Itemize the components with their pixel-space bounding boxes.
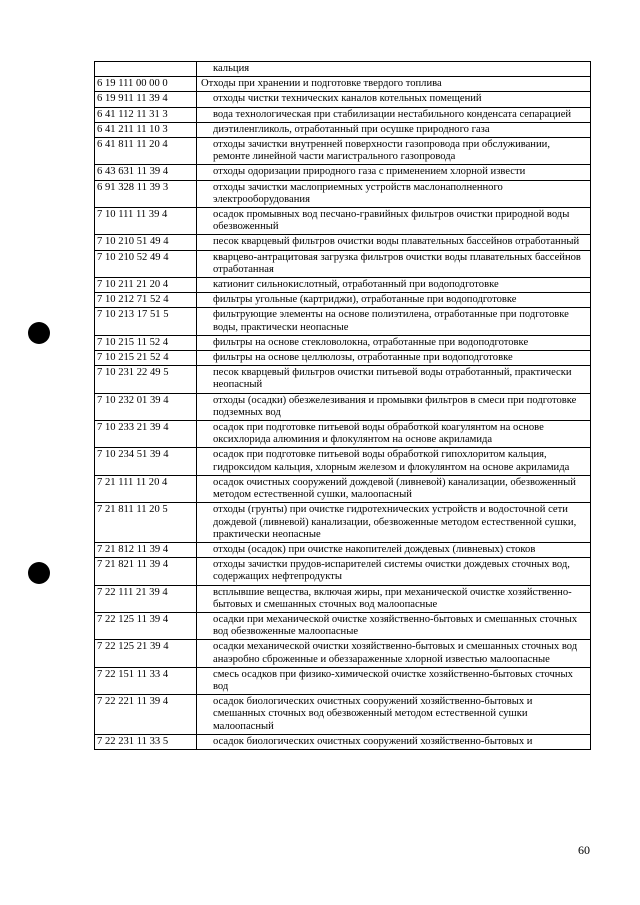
row-description: осадок биологических очистных сооружений хозяйственно-бытовых и смешанных сточных вод обезвоженный методом естественной сушки малоопасный xyxy=(197,695,591,735)
row-description: осадок при подготовке питьевой воды обработкой гипохлоритом кальция, гидроксидом кальция, хлорным железом и флокулянтом на основе акриламида xyxy=(197,448,591,475)
table-row xyxy=(95,585,591,612)
row-description: отходы (осадки) обезжелезивания и промывки фильтров в смеси при подготовке подземных вод xyxy=(197,393,591,420)
row-description: отходы зачистки внутренней поверхности газопровода при обслуживании, ремонте линейной части магистрального газопровода xyxy=(197,138,591,165)
row-description: диэтиленгликоль, отработанный при осушке природного газа xyxy=(197,122,591,137)
row-description: осадок промывных вод песчано-гравийных фильтров очистки природной воды обезвоженный xyxy=(197,208,591,235)
row-code: 7 10 215 11 52 4 xyxy=(95,335,197,350)
table-row xyxy=(95,278,591,293)
row-description: осадки при механической очистке хозяйственно-бытовых и смешанных сточных вод обезвоженные малоопасные xyxy=(197,612,591,639)
row-description: Отходы при хранении и подготовке твердого топлива xyxy=(197,77,591,92)
table-row xyxy=(95,421,591,448)
row-code: 7 10 213 17 51 5 xyxy=(95,308,197,335)
row-description: фильтрующие элементы на основе полиэтилена, отработанные при подготовке воды, практически неопасные xyxy=(197,308,591,335)
row-description: осадок биологических очистных сооружений хозяйственно-бытовых и xyxy=(197,734,591,749)
row-code: 7 10 234 51 39 4 xyxy=(95,448,197,475)
row-description: отходы (грунты) при очистке гидротехнических устройств и водосточной сети дождевой (ливневой) канализации, обезвоженные методом естественной сушки, практически неопасные xyxy=(197,503,591,543)
row-code: 7 22 151 11 33 4 xyxy=(95,667,197,694)
row-code: 7 21 811 11 20 5 xyxy=(95,503,197,543)
row-description: песок кварцевый фильтров очистки питьевой воды отработанный, практически неопасный xyxy=(197,366,591,393)
table-row xyxy=(95,107,591,122)
row-code: 6 19 111 00 00 0 xyxy=(95,77,197,92)
table-row xyxy=(95,475,591,502)
row-code: 7 10 211 21 20 4 xyxy=(95,278,197,293)
row-description: всплывшие вещества, включая жиры, при механической очистке хозяйственно-бытовых и смешанных сточных вод малоопасные xyxy=(197,585,591,612)
row-code: 7 21 812 11 39 4 xyxy=(95,542,197,557)
row-code: 7 22 111 21 39 4 xyxy=(95,585,197,612)
table-row xyxy=(95,122,591,137)
table-row xyxy=(95,542,591,557)
row-code xyxy=(95,62,197,77)
row-code: 6 41 211 11 10 3 xyxy=(95,122,197,137)
row-code: 7 22 231 11 33 5 xyxy=(95,734,197,749)
punch-hole-mark xyxy=(28,562,50,584)
table-row xyxy=(95,235,591,250)
row-description: фильтры угольные (картриджи), отработанные при водоподготовке xyxy=(197,293,591,308)
table-row xyxy=(95,138,591,165)
table-row xyxy=(95,92,591,107)
table-row xyxy=(95,734,591,749)
table-row xyxy=(95,250,591,277)
row-description: фильтры на основе целлюлозы, отработанные при водоподготовке xyxy=(197,351,591,366)
table-row xyxy=(95,448,591,475)
row-code: 7 10 215 21 52 4 xyxy=(95,351,197,366)
row-description: осадок очистных сооружений дождевой (ливневой) канализации, обезвоженный методом естественной сушки, малоопасный xyxy=(197,475,591,502)
row-description: фильтры на основе стекловолокна, отработанные при водоподготовке xyxy=(197,335,591,350)
row-code: 6 19 911 11 39 4 xyxy=(95,92,197,107)
row-description: вода технологическая при стабилизации нестабильного конденсата сепарацией xyxy=(197,107,591,122)
table-row xyxy=(95,180,591,207)
row-description: отходы зачистки маслоприемных устройств маслонаполненного электрооборудования xyxy=(197,180,591,207)
row-description: отходы зачистки прудов-испарителей системы очистки дождевых сточных вод, содержащих нефтепродукты xyxy=(197,558,591,585)
table-row xyxy=(95,667,591,694)
table-row xyxy=(95,640,591,667)
table-row xyxy=(95,366,591,393)
row-description: песок кварцевый фильтров очистки воды плавательных бассейнов отработанный xyxy=(197,235,591,250)
row-code: 6 41 112 11 31 3 xyxy=(95,107,197,122)
table-row xyxy=(95,612,591,639)
table-row xyxy=(95,558,591,585)
row-description: кварцево-антрацитовая загрузка фильтров очистки воды плавательных бассейнов отработанная xyxy=(197,250,591,277)
table-row xyxy=(95,208,591,235)
table-row xyxy=(95,308,591,335)
row-code: 7 22 125 11 39 4 xyxy=(95,612,197,639)
row-code: 7 10 233 21 39 4 xyxy=(95,421,197,448)
row-code: 7 10 212 71 52 4 xyxy=(95,293,197,308)
table-row xyxy=(95,351,591,366)
table-row xyxy=(95,62,591,77)
row-description: отходы чистки технических каналов котельных помещений xyxy=(197,92,591,107)
row-code: 7 10 231 22 49 5 xyxy=(95,366,197,393)
table-row xyxy=(95,695,591,735)
row-code: 7 10 111 11 39 4 xyxy=(95,208,197,235)
row-description: кальция xyxy=(197,62,591,77)
row-code: 7 10 232 01 39 4 xyxy=(95,393,197,420)
table-row xyxy=(95,335,591,350)
row-code: 6 43 631 11 39 4 xyxy=(95,165,197,180)
row-code: 7 22 221 11 39 4 xyxy=(95,695,197,735)
row-code: 7 10 210 52 49 4 xyxy=(95,250,197,277)
table-row xyxy=(95,503,591,543)
row-description: осадки механической очистки хозяйственно-бытовых и смешанных сточных вод анаэробно сброженные и обеззараженные хлорной известью малоопасные xyxy=(197,640,591,667)
page-number: 60 xyxy=(578,843,590,857)
row-code: 6 41 811 11 20 4 xyxy=(95,138,197,165)
punch-hole-mark xyxy=(28,322,50,344)
row-code: 7 10 210 51 49 4 xyxy=(95,235,197,250)
row-description: осадок при подготовке питьевой воды обработкой коагулянтом на основе оксихлорида алюминия и флокулянтом на основе акриламида xyxy=(197,421,591,448)
table-row xyxy=(95,77,591,92)
table-row xyxy=(95,393,591,420)
row-code: 7 22 125 21 39 4 xyxy=(95,640,197,667)
waste-classification-table xyxy=(94,61,591,750)
table-row xyxy=(95,165,591,180)
row-description: отходы одоризации природного газа с применением хлорной извести xyxy=(197,165,591,180)
row-description: смесь осадков при физико-химической очистке хозяйственно-бытовых сточных вод xyxy=(197,667,591,694)
row-code: 7 21 111 11 20 4 xyxy=(95,475,197,502)
row-code: 6 91 328 11 39 3 xyxy=(95,180,197,207)
row-description: отходы (осадок) при очистке накопителей дождевых (ливневых) стоков xyxy=(197,542,591,557)
table-row xyxy=(95,293,591,308)
row-description: катионит сильнокислотный, отработанный при водоподготовке xyxy=(197,278,591,293)
row-code: 7 21 821 11 39 4 xyxy=(95,558,197,585)
